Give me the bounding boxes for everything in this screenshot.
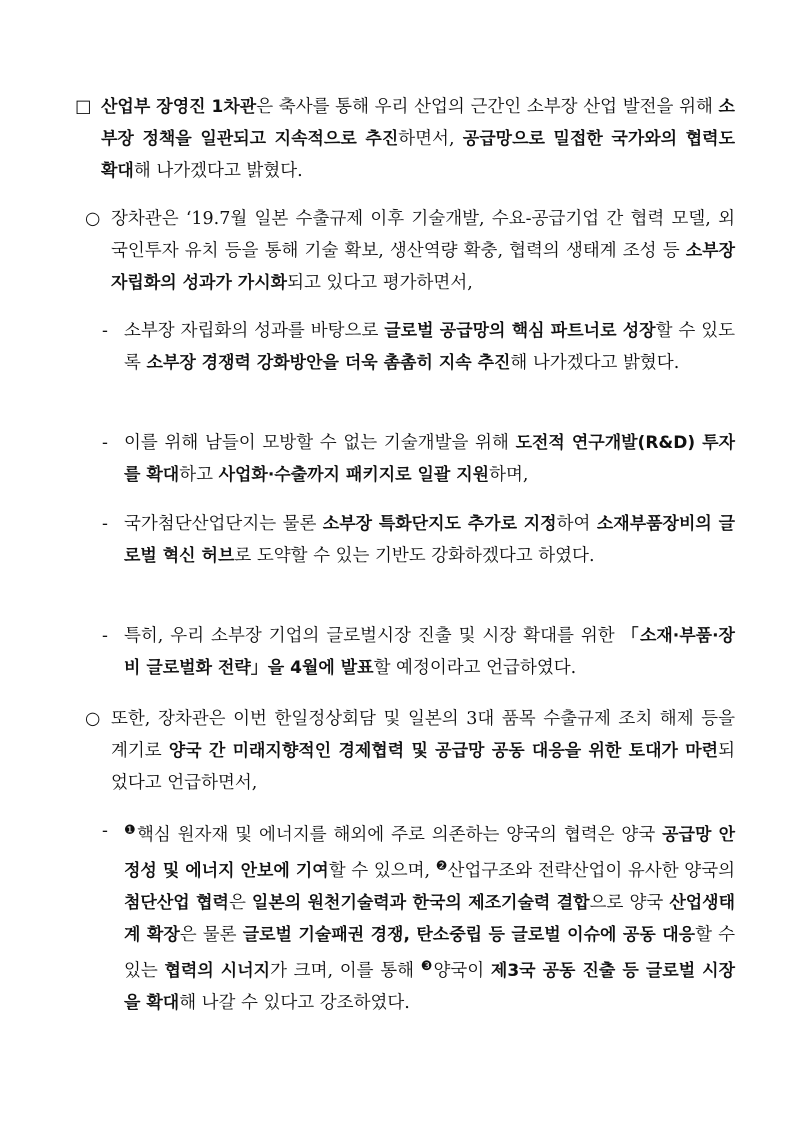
text-run: 하면서,: [398, 129, 463, 149]
bold-phrase: 산업부 장영진 1차관: [101, 97, 257, 117]
bullet-self-reliance-assessment: [85, 203, 735, 299]
paragraph-text: [111, 203, 735, 299]
dash-item-competitiveness: [102, 315, 735, 379]
bold-phrase: 첨단산업 협력: [124, 893, 229, 913]
text-run: 해 나가겠다고 밝혔다.: [510, 353, 680, 373]
text-run: 은 축사를 통해 우리 산업의 근간인 소부장 산업 발전을 위해: [256, 97, 719, 117]
bold-phrase: 소부장 자립화의 성과가 가시화: [111, 241, 735, 293]
dash-item-specialized-complex: [102, 508, 735, 572]
section-vice-minister-remarks: [75, 91, 735, 187]
bold-phrase: 일본의 원천기술력과 한국의 제조기술력 결합: [251, 893, 590, 913]
paragraph-text: [111, 703, 735, 799]
text-run: 되고 있다고 평가하면서,: [287, 273, 473, 293]
text-run: 해 나갈 수 있다고 강조하였다.: [179, 993, 410, 1013]
bold-phrase: 사업화·수출까지 패키지로 일괄 지원: [218, 465, 490, 485]
number-marker-2: ❷: [435, 859, 448, 874]
text-run: 할 수 있는: [124, 925, 736, 981]
dash-bullet: -: [102, 626, 108, 646]
text-run: 하며,: [489, 465, 529, 485]
circle-bullet: ○: [85, 709, 101, 729]
bold-phrase: 양국 간 미래지향적인 경제협력 및 공급망 공동 대응을 위한 토대가 마련: [168, 741, 719, 761]
paragraph-text: [124, 815, 735, 1019]
bold-phrase: 글로벌 기술패권 경쟁, 탄소중립 등 글로벌 이슈에 공동 대응: [242, 925, 696, 945]
bold-phrase: 글로벌 공급망의 핵심 파트너로 성장: [384, 321, 656, 341]
text-run: 국가첨단산업단지는 물론: [124, 514, 323, 534]
text-run: 하여: [556, 514, 597, 534]
dash-item-globalization-strategy: [102, 620, 735, 684]
bold-phrase: 공급망으로 밀접한 국가와의 협력도 확대: [101, 129, 735, 181]
text-run: 장차관은 ‘19.7월 일본 수출규제 이후 기술개발, 수요-공급기업 간 협력 모델, 외국인투자 유치 등을 통해 기술 확보, 생산역량 확충, 협력의 생태계 조성 등: [111, 209, 735, 261]
square-bullet: □: [75, 97, 92, 117]
text-run: 이를 위해 남들이 모방할 수 없는 기술개발을 위해: [124, 433, 516, 453]
text-run: 할 수 있도록: [124, 321, 736, 373]
paragraph-text: [124, 427, 735, 491]
bold-phrase: 공급망 안정성 및 에너지 안보에 기여: [124, 825, 736, 881]
bold-phrase: 협력의 시너지: [164, 961, 271, 981]
text-run: 소부장 자립화의 성과를 바탕으로: [124, 321, 385, 341]
text-run: 은 물론: [179, 925, 243, 945]
bullet-korea-japan-summit: [85, 703, 735, 799]
text-run: 핵심 원자재 및 에너지를 해외에 주로 의존하는 양국의 협력은 양국: [136, 825, 663, 845]
bold-phrase: 도전적 연구개발(R&D) 투자를 확대: [124, 433, 736, 485]
paragraph-text: [124, 508, 735, 572]
bold-phrase: 제3국 공동 진출 등 글로벌 시장을 확대: [124, 961, 735, 1013]
bold-phrase: 「소재·부품·장비 글로벌화 전략」을 4월에 발표: [124, 626, 735, 678]
text-run: 산업구조와 전략산업이 유사한 양국의: [447, 861, 736, 881]
bold-phrase: 소부장 특화단지도 추가로 지정: [322, 514, 557, 534]
circle-bullet: ○: [85, 209, 101, 229]
text-run: 되었다고 언급하면서,: [111, 741, 736, 793]
text-run: 해 나가겠다고 밝혔다.: [133, 161, 303, 181]
text-run: 할 수 있으며,: [328, 861, 436, 881]
bold-phrase: 소재부품장비의 글로벌 혁신 허브: [124, 514, 735, 566]
number-marker-3: ❸: [420, 959, 434, 974]
dash-bullet: -: [102, 321, 108, 341]
text-run: 은: [228, 893, 252, 913]
text-run: 가 크며, 이를 통해: [270, 961, 421, 981]
number-marker-1: ❶: [124, 823, 137, 838]
text-run: 으로 양국: [589, 893, 670, 913]
dash-item-rnd-investment: [102, 427, 735, 491]
text-run: 할 예정이라고 언급하였다.: [373, 658, 577, 678]
text-run: 하고: [179, 465, 219, 485]
text-run: 양국이: [433, 961, 491, 981]
bold-phrase: 산업생태계 확장: [124, 893, 736, 945]
dash-bullet: -: [102, 433, 108, 453]
dash-bullet: -: [102, 514, 108, 534]
paragraph-text: [124, 315, 735, 379]
text-run: 로 도약할 수 있는 기반도 강화하겠다고 하였다.: [234, 546, 595, 566]
bold-phrase: 소부장 정책을 일관되고 지속적으로 추진: [101, 97, 735, 149]
dash-bullet: -: [102, 821, 108, 841]
text-run: 또한, 장차관은 이번 한일정상회담 및 일본의 3대 품목 수출규제 조치 해제 등을 계기로: [111, 709, 735, 761]
bold-phrase: 소부장 경쟁력 강화방안을 더욱 촘촘히 지속 추진: [146, 353, 511, 373]
paragraph-text: [101, 91, 735, 187]
text-run: 특히, 우리 소부장 기업의 글로벌시장 진출 및 시장 확대를 위한: [124, 626, 622, 646]
paragraph-text: [124, 620, 735, 684]
dash-item-cooperation-benefits: [102, 815, 735, 1019]
